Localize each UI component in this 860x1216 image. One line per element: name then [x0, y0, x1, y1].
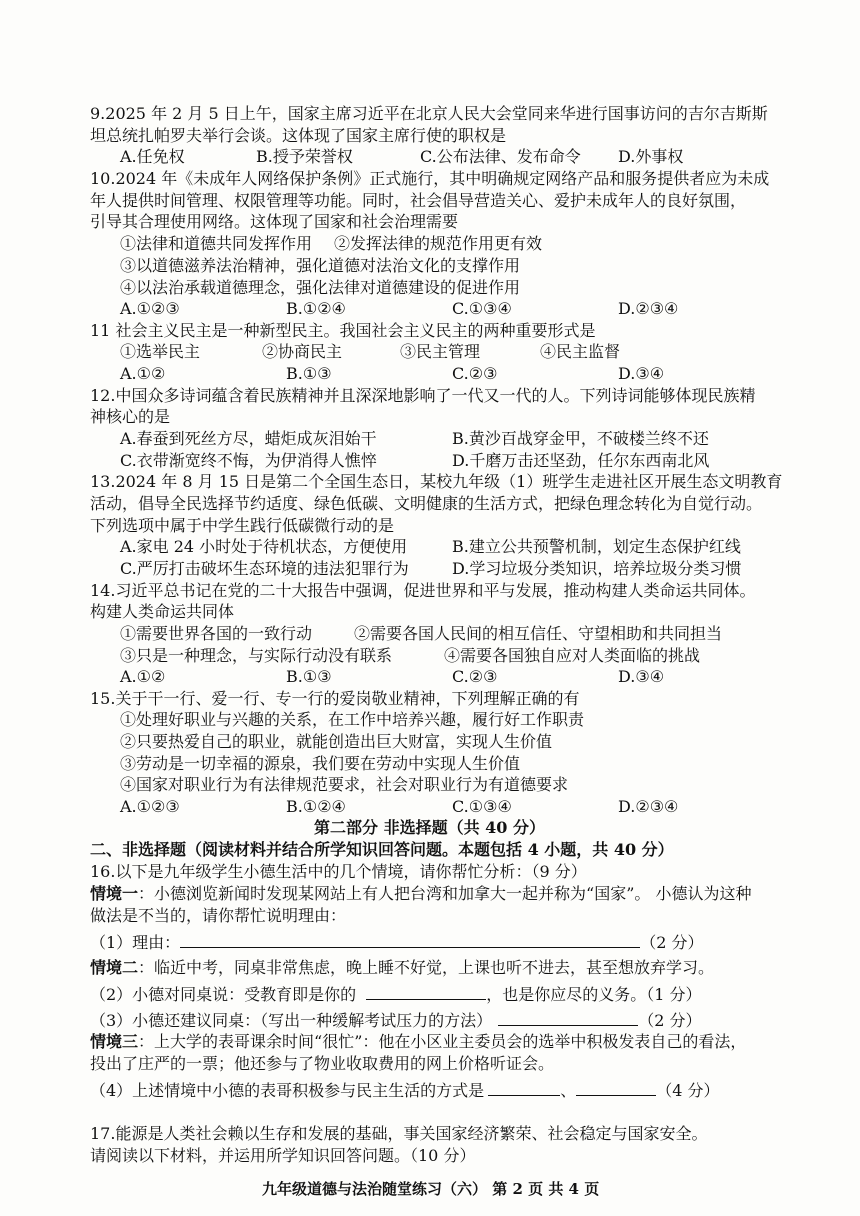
- situation-1-label: 情境一: [90, 884, 139, 903]
- q16-situation-1-line-2: 做法是不当的，请你帮忙说明理由：: [90, 906, 347, 925]
- q15-statement-4: ④国家对职业行为有法律规范要求，社会对职业行为有道德要求: [120, 775, 569, 794]
- part-3-score: （2 分）: [638, 1011, 702, 1030]
- q11-statement-1: ①选举民主: [120, 342, 201, 361]
- q16-situation-3-line-1: [90, 1031, 746, 1053]
- part-1-score: （2 分）: [640, 933, 704, 952]
- q10-stem-line-3: 引导其合理使用网络。这体现了国家和社会治理需要: [90, 212, 459, 231]
- q10-option-c: C.①③④: [452, 299, 512, 318]
- q11-stem: 11 社会主义民主是一种新型民主。我国社会主义民主的两种重要形式是: [90, 321, 596, 340]
- stress-method-blank[interactable]: [498, 1009, 638, 1026]
- part-2-prefix: （2）小德对同桌说：受教育即是你的: [90, 985, 357, 1004]
- q13-stem-line-3: 下列选项中属于中学生践行低碳微行动的是: [90, 516, 395, 535]
- situation-2-text: ：临近中考，同桌非常焦虑，晚上睡不好觉，上课也听不进去，甚至想放弃学习。: [138, 958, 715, 977]
- q17-line-1: 17.能源是人类社会赖以生存和发展的基础，事关国家经济繁荣、社会稳定与国家安全。: [90, 1124, 708, 1143]
- q15-statement-3: ③劳动是一切幸福的源泉，我们要在劳动中实现人生价值: [120, 754, 521, 773]
- q11-option-b: B.①③: [286, 364, 332, 383]
- q13-option-c: C.严厉打击破坏生态环境的违法犯罪行为: [120, 559, 409, 578]
- q9-option-c: C.公布法律、发布命令: [420, 147, 581, 166]
- q15-statement-2: ②只要热爱自己的职业，就能创造出巨大财富，实现人生价值: [120, 732, 553, 751]
- q10-statement-1: ①法律和道德共同发挥作用: [120, 234, 313, 253]
- q11-option-c: C.②③: [452, 364, 498, 383]
- q14-stem-line-1: 14.习近平总书记在党的二十大报告中强调，促进世界和平与发展，推动构建人类命运共同体。: [90, 581, 756, 600]
- q16-part-2: [90, 983, 701, 1006]
- q15-stem: 15.关于干一行、爱一行、专一行的爱岗敬业精神，下列理解正确的有: [90, 689, 580, 708]
- q16-situation-3-line-2: 投出了庄严的一票；他还参与了物业收取费用的网上价格听证会。: [90, 1054, 555, 1073]
- q10-option-d: D.②③④: [618, 299, 679, 318]
- q9-stem-line-2: 坦总统扎帕罗夫举行会谈。这体现了国家主席行使的职权是: [90, 126, 507, 145]
- q16-stem: 16.以下是九年级学生小德生活中的几个情境，请你帮忙分析：（9 分）: [90, 862, 587, 881]
- q10-stem-line-2: 年人提供时间管理、权限管理等功能。同时，社会倡导营造关心、爱护未成年人的良好氛围，: [90, 191, 747, 210]
- q15-statement-1: ①处理好职业与兴趣的关系，在工作中培养兴趣，履行好工作职责: [120, 710, 585, 729]
- q9-option-d: D.外事权: [618, 147, 684, 166]
- section-two-heading: 二、非选择题（阅读材料并结合所学知识回答问题。本题包括 4 小题，共 40 分）: [90, 840, 674, 859]
- q13-option-d: D.学习垃圾分类知识，培养垃圾分类习惯: [452, 559, 742, 578]
- right-answer-blank[interactable]: [366, 983, 486, 1000]
- q15-option-d: D.②③④: [618, 797, 679, 816]
- q13-option-b: B.建立公共预警机制，划定生态保护红线: [452, 537, 741, 556]
- q12-stem-line-2: 神核心的是: [90, 407, 171, 426]
- q17-line-2: 请阅读以下材料，并运用所学知识回答问题。（10 分）: [90, 1146, 476, 1165]
- situation-3-label: 情境三: [90, 1032, 139, 1051]
- q10-statement-3: ③以道德滋养法治精神，强化道德对法治文化的支撑作用: [120, 256, 521, 275]
- part-1-label: （1）理由：: [90, 933, 181, 952]
- q14-statement-2: ②需要各国人民间的相互信任、守望相助和共同担当: [354, 624, 723, 643]
- q16-part-4: [90, 1079, 719, 1102]
- q13-stem-line-2: 活动，倡导全民选择节约适度、绿色低碳、文明健康的生活方式，把绿色理念转化为自觉行动。: [90, 494, 763, 513]
- q11-option-d: D.③④: [618, 364, 665, 383]
- q11-statement-2: ②协商民主: [262, 342, 343, 361]
- q9-option-b: B.授予荣誉权: [256, 147, 353, 166]
- participation-way-blank-1[interactable]: [488, 1079, 560, 1096]
- part-4-prefix: （4）上述情境中小德的表哥积极参与民主生活的方式是: [90, 1081, 485, 1100]
- q15-option-c: C.①③④: [452, 797, 512, 816]
- part-2-suffix: ，也是你应尽的义务。（1 分）: [486, 985, 702, 1004]
- situation-2-label: 情境二: [90, 958, 139, 977]
- q12-option-b: B.黄沙百战穿金甲，不破楼兰终不还: [452, 429, 709, 448]
- situation-1-text: ：小德浏览新闻时发现某网站上有人把台湾和加拿大一起并称为“国家”。 小德认为这种: [138, 884, 752, 903]
- q14-statement-3: ③只是一种理念，与实际行动没有联系: [120, 646, 393, 665]
- q16-part-3: [90, 1009, 701, 1032]
- q10-option-b: B.①②④: [286, 299, 346, 318]
- q11-statement-4: ④民主监督: [540, 342, 621, 361]
- q10-option-a: A.①②③: [120, 299, 180, 318]
- situation-3-text: ：上大学的表哥课余时间“很忙”：他在小区业主委员会的选举中积极发表自己的看法，: [138, 1032, 747, 1051]
- q14-option-a: A.①②: [120, 667, 166, 686]
- q12-option-c: C.衣带渐宽终不悔，为伊消得人憔悴: [120, 451, 377, 470]
- participation-way-blank-2[interactable]: [576, 1079, 656, 1096]
- q14-statement-4: ④需要各国独自应对人类面临的挑战: [444, 646, 701, 665]
- q9-stem-line-1: 9.2025 年 2 月 5 日上午，国家主席习近平在北京人民大会堂同来华进行国事访问的吉尔吉斯斯: [90, 104, 768, 123]
- q12-option-a: A.春蚕到死丝方尽，蜡炬成灰泪始干: [120, 429, 377, 448]
- q9-option-a: A.任免权: [120, 147, 185, 166]
- q12-option-d: D.千磨万击还坚劲，任尔东西南北风: [452, 451, 710, 470]
- q15-option-b: B.①②④: [286, 797, 346, 816]
- page-footer: 九年级道德与法治随堂练习（六） 第 2 页 共 4 页: [262, 1180, 600, 1198]
- q14-option-b: B.①③: [286, 667, 332, 686]
- q15-option-a: A.①②③: [120, 797, 180, 816]
- q13-option-a: A.家电 24 小时处于待机状态，方便使用: [120, 537, 408, 556]
- q14-option-d: D.③④: [618, 667, 665, 686]
- part-4-separator: 、: [560, 1081, 577, 1100]
- part-3-prefix: （3）小德还建议同桌：（写出一种缓解考试压力的方法）: [90, 1011, 493, 1030]
- q10-statement-4: ④以法治承载道德理念，强化法律对道德建设的促进作用: [120, 278, 521, 297]
- q14-option-c: C.②③: [452, 667, 498, 686]
- q16-part-1: [90, 931, 703, 954]
- q14-statement-1: ①需要世界各国的一致行动: [120, 624, 313, 643]
- q11-option-a: A.①②: [120, 364, 166, 383]
- q13-stem-line-1: 13.2024 年 8 月 15 日是第二个全国生态日，某校九年级（1）班学生走进社区开展生态文明教育: [90, 472, 783, 491]
- q10-statement-2: ②发挥法律的规范作用更有效: [334, 234, 543, 253]
- q14-stem-line-2: 构建人类命运共同体: [90, 602, 235, 621]
- q16-situation-1-line-1: [90, 883, 751, 905]
- part-two-title: 第二部分 非选择题（共 40 分）: [314, 818, 545, 837]
- q10-stem-line-1: 10.2024 年《未成年人网络保护条例》正式施行，其中明确规定网络产品和服务提供者应为未成: [90, 169, 770, 188]
- q12-stem-line-1: 12.中国众多诗词蕴含着民族精神并且深深地影响了一代又一代的人。下列诗词能够体现民族精: [90, 386, 756, 405]
- reason-answer-blank[interactable]: [180, 931, 640, 948]
- q16-situation-2: [90, 957, 714, 979]
- part-4-score: （4 分）: [656, 1081, 720, 1100]
- q11-statement-3: ③民主管理: [400, 342, 481, 361]
